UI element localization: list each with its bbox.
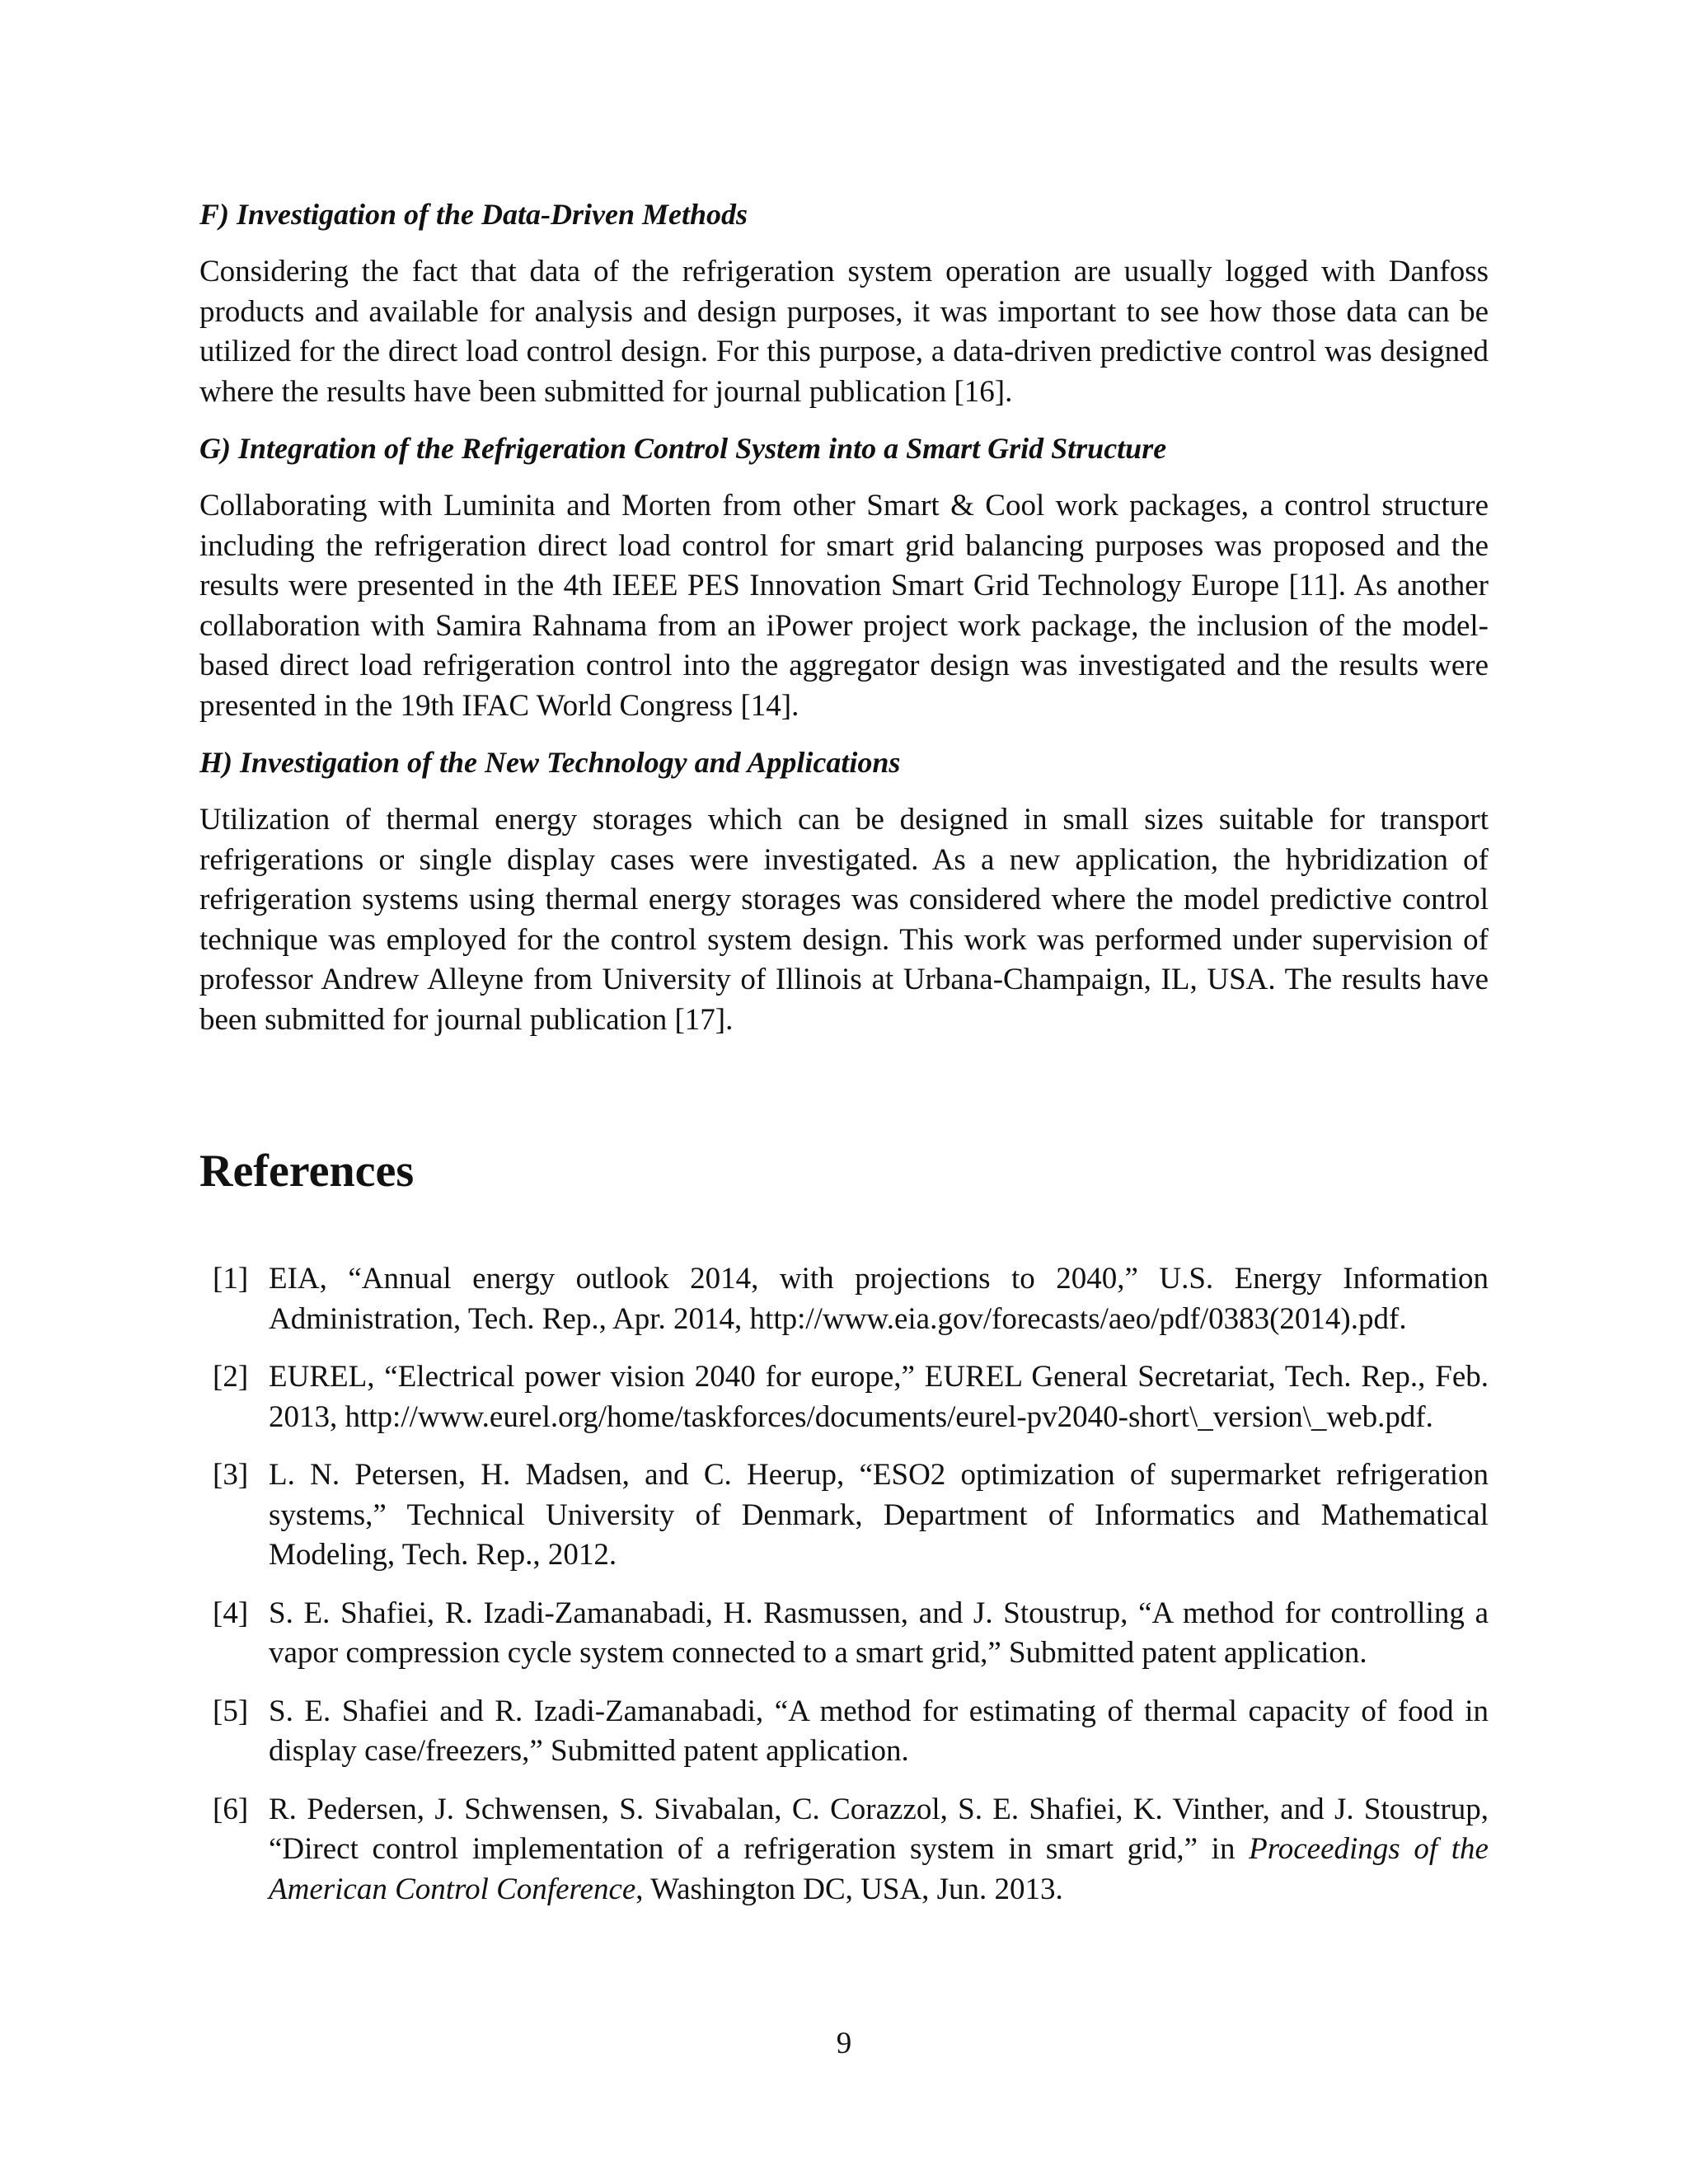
reference-item [199,1594,1489,1674]
section-body: Considering the fact that data of the refrigeration system operation are usually logged with Danfoss products and available for analysis and design purposes, it was important to see how those data can be utilized for the direct load control design. For this purpose, a data-driven predictive control was designed where the results have been submitted for journal publication [16]. [199,255,1489,409]
reference-text: S. E. Shafiei and R. Izadi-Zamanabadi, “A method for estimating of thermal capacity of food in display case/freezers,” Submitted patent application. [269,1694,1489,1768]
reference-number: [4] [213,1596,249,1630]
section-h [199,743,1489,1040]
section-heading: F) Investigation of the Data-Driven Methods [199,198,748,231]
reference-item [199,1790,1489,1910]
reference-item [199,1357,1489,1437]
reference-number: [6] [213,1792,249,1826]
reference-text: S. E. Shafiei, R. Izadi-Zamanabadi, H. Rasmussen, and J. Stoustrup, “A method for controlling a vapor compression cycle system connected to a smart grid,” Submitted patent application. [269,1596,1489,1670]
reference-text: EIA, “Annual energy outlook 2014, with projections to 2040,” U.S. Energy Information Administration, Tech. Rep., Apr. 2014, http://www.eia.gov/forecasts/aeo/pdf/0383(2014).pdf. [269,1262,1489,1336]
references-heading: References [199,1146,415,1197]
page-content [199,194,1489,1928]
section-heading: H) Investigation of the New Technology and Applications [199,746,901,779]
section-g [199,429,1489,726]
reference-number: [5] [213,1694,249,1728]
reference-text: L. N. Petersen, H. Madsen, and C. Heerup, “ESO2 optimization of supermarket refrigeration systems,” Technical University of Denmark, Department of Informatics and Mathematical Modeling, Tech. Rep., 2012. [269,1458,1489,1572]
reference-number: [2] [213,1360,249,1394]
reference-venue: Proceedings of the American Control Conference [269,1832,1489,1906]
section-f [199,194,1489,412]
reference-number: [3] [213,1458,249,1492]
reference-item [199,1455,1489,1576]
reference-text: EUREL, “Electrical power vision 2040 for europe,” EUREL General Secretariat, Tech. Rep., Feb. 2013, http://www.eurel.org/home/taskforces/documents/eurel-pv2040-short\_version\_web.pdf. [269,1360,1489,1434]
reference-number: [1] [213,1262,249,1296]
reference-item [199,1692,1489,1772]
reference-item [199,1259,1489,1339]
section-body: Collaborating with Luminita and Morten from other Smart & Cool work packages, a control structure including the refrigeration direct load control for smart grid balancing purposes was proposed and the results were presented in the 4th IEEE PES Innovation Smart Grid Technology Europe [11]. As another collaboration with Samira Rahnama from an iPower project work package, the inclusion of the model-based direct load refrigeration control into the aggregator design was investigated and the results were presented in the 19th IFAC World Congress [14]. [199,489,1489,723]
page-number: 9 [836,2027,852,2060]
section-body: Utilization of thermal energy storages which can be designed in small sizes suitable for transport refrigerations or single display cases were investigated. As a new application, the hybridization of refrigeration systems using thermal energy storages was considered where the model predictive control technique was employed for the control system design. This work was performed under supervision of professor Andrew Alleyne from University of Illinois at Urbana-Champaign, IL, USA. The results have been submitted for journal publication [17]. [199,803,1489,1037]
section-heading: G) Integration of the Refrigeration Control System into a Smart Grid Structure [199,432,1167,465]
reference-text-end: , Washington DC, USA, Jun. 2013. [635,1872,1063,1906]
reference-text-start: R. Pedersen, J. Schwensen, S. Sivabalan, C. Corazzol, S. E. Shafiei, K. Vinther, and J. Stoustrup, “Direct control implementation of a refrigeration system in smart grid,” in [269,1792,1489,1866]
references-list [199,1259,1489,1910]
